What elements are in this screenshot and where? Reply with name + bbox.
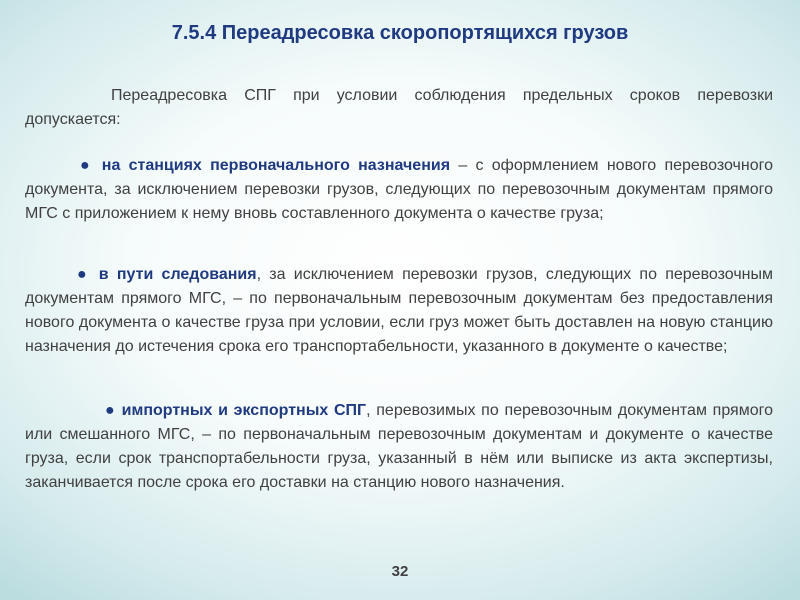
page-number: 32 bbox=[391, 563, 409, 580]
bullet-item-station-of-origin bbox=[25, 154, 773, 226]
bullet-text: – с оформлением нового перевозочного документа, за исключением перевозки грузов, следующих по перевозочным документам прямого МГС с приложением к нему вновь составленного документа о качестве груза; bbox=[25, 157, 774, 222]
intro-paragraph: Переадресовка СПГ при условии соблюдения предельных сроков перевозки допускается: bbox=[25, 87, 773, 128]
bullet-item-en-route bbox=[25, 263, 773, 359]
bullet-emphasis: на станциях первоначального назначения bbox=[101, 157, 451, 174]
bullet-emphasis: в пути следования bbox=[98, 266, 257, 283]
bullet-marker: ● bbox=[77, 266, 91, 283]
bullet-marker: ● bbox=[80, 157, 94, 174]
bullet-item-import-export bbox=[25, 399, 773, 495]
bullet-emphasis: импортных и экспортных СПГ bbox=[121, 402, 367, 419]
slide-title: 7.5.4 Переадресовка скоропортящихся грузов bbox=[171, 22, 629, 44]
bullet-text: , за исключением перевозки грузов, следующих по перевозочным документам прямого МГС, – по первоначальным перевозочным документам без предоставления нового документа о качестве груза при условии, если груз может быть доставлен на новую станцию назначения до истечения срока его транспортабельности, указанного в документе о качестве; bbox=[25, 266, 773, 355]
bullet-marker: ● bbox=[105, 402, 116, 419]
bullet-text: , перевозимых по перевозочным документам прямого или смешанного МГС, – по первоначальным перевозочным документам и документе о качестве груза, если срок транспортабельности груза, указанный в нём или выписке из акта экспертизы, заканчивается после срока его доставки на станцию нового назначения. bbox=[25, 402, 773, 491]
